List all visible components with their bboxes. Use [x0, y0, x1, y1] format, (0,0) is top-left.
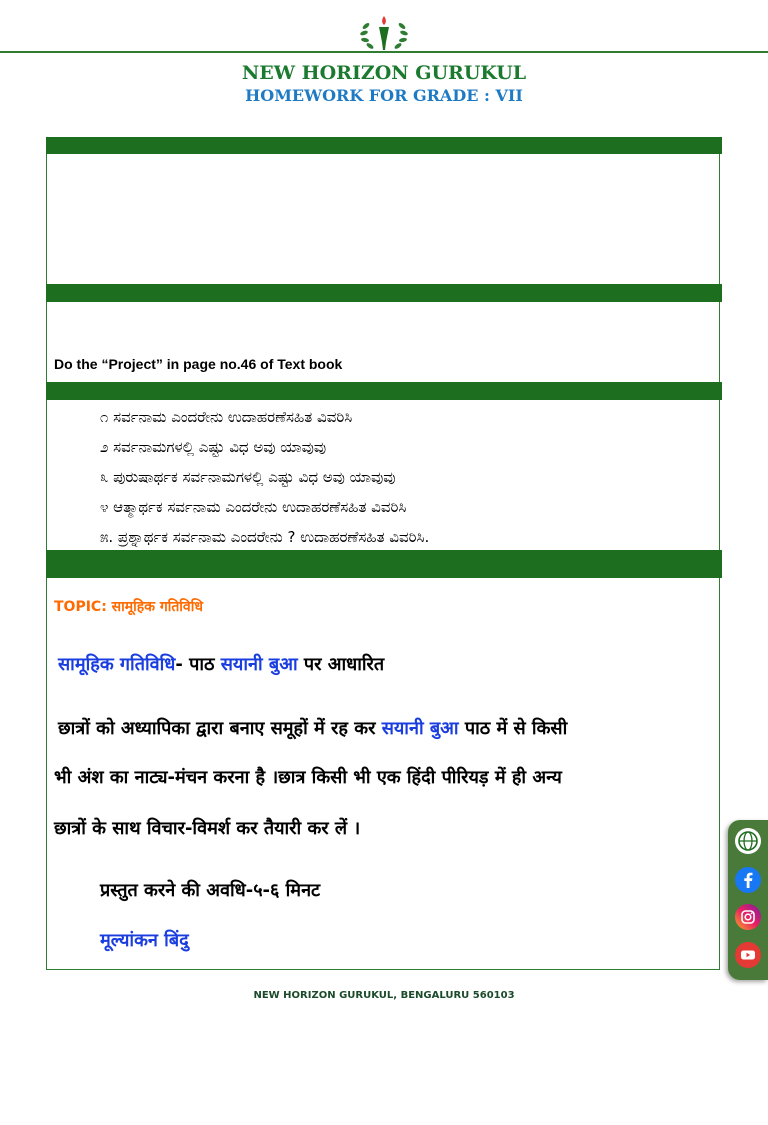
list-item: ೪ ಆತ್ಮಾರ್ಥಕ ಸರ್ವನಾಮ ಎಂದರೇನು ಉದಾಹರಣೆಸಹಿತ ವಿವರಿಸಿ	[100, 498, 407, 516]
lesson-name-inline: सयानी बुआ	[381, 718, 459, 739]
web-icon[interactable]	[735, 828, 761, 854]
school-name: NEW HORIZON GURUKUL	[241, 62, 527, 84]
list-item: ೨ ಸರ್ವನಾಮಗಳಲ್ಲಿ ಎಷ್ಟು ವಿಧ ಅವು ಯಾವುವು	[100, 438, 327, 456]
section-band-english	[46, 284, 722, 302]
instruction-line-1	[58, 716, 567, 740]
instruction-start: छात्रों को अध्यापिका द्वारा बनाए समूहों में रह कर	[58, 718, 382, 739]
lesson-name: सयानी बुआ	[220, 654, 298, 675]
list-item: ೧ ಸರ್ವನಾಮ ಎಂದರೇನು ಉದಾಹರಣೆಸಹಿತ ವಿವರಿಸಿ	[100, 408, 353, 426]
activity-heading	[58, 652, 384, 676]
list-item: ೩ ಪುರುಷಾರ್ಥಕ ಸರ್ವನಾಮಗಳಲ್ಲಿ ಎಷ್ಟು ವಿಧ ಅವು ಯಾವುವು	[100, 468, 396, 486]
social-sidebar	[728, 820, 768, 980]
instruction-end: पाठ में से किसी	[458, 718, 568, 739]
evaluation-heading: मूल्यांकन बिंदु	[100, 930, 189, 951]
school-logo	[358, 12, 410, 54]
duration-text: प्रस्तुत करने की अवधि-५-६ मिनट	[100, 880, 321, 901]
youtube-icon[interactable]	[735, 942, 761, 968]
list-item: ೫. ಪ್ರಶ್ನಾರ್ಥಕ ಸರ್ವನಾಮ ಎಂದರೇನು ? ಉದಾಹರಣೆಸಹಿತ ವಿವರಿಸಿ.	[100, 528, 430, 546]
activity-mid: - पाठ	[175, 654, 221, 675]
instruction-line-3: छात्रों के साथ विचार-विमर्श कर तैयारी कर लें ।	[54, 818, 361, 839]
date-of-submission: DATE OF SUBMISSION: ०८.६.२४ -०८.६.२४	[379, 1108, 666, 1124]
header-divider	[0, 51, 768, 53]
section-band-kannada	[46, 382, 722, 400]
activity-name: सामूहिक गतिविधि	[58, 654, 176, 675]
kannada-question-list	[100, 402, 429, 552]
facebook-icon[interactable]	[735, 867, 761, 893]
topic-label: TOPIC: सामूहिक गतिविधि	[54, 599, 203, 615]
footer-address: NEW HORIZON GURUKUL, BENGALURU 560103	[253, 990, 515, 1001]
project-instruction: Do the “Project” in page no.46 of Text book	[54, 356, 343, 372]
activity-end: पर आधारित	[297, 654, 385, 675]
section-band-top	[46, 137, 722, 154]
instagram-icon[interactable]	[735, 904, 761, 930]
homework-title: HOMEWORK FOR GRADE : VII	[245, 86, 523, 105]
instruction-line-2: भी अंश का नाट्य-मंचन करना है ।छात्र किसी भी एक हिंदी पीरियड़ में ही अन्य	[54, 767, 562, 788]
